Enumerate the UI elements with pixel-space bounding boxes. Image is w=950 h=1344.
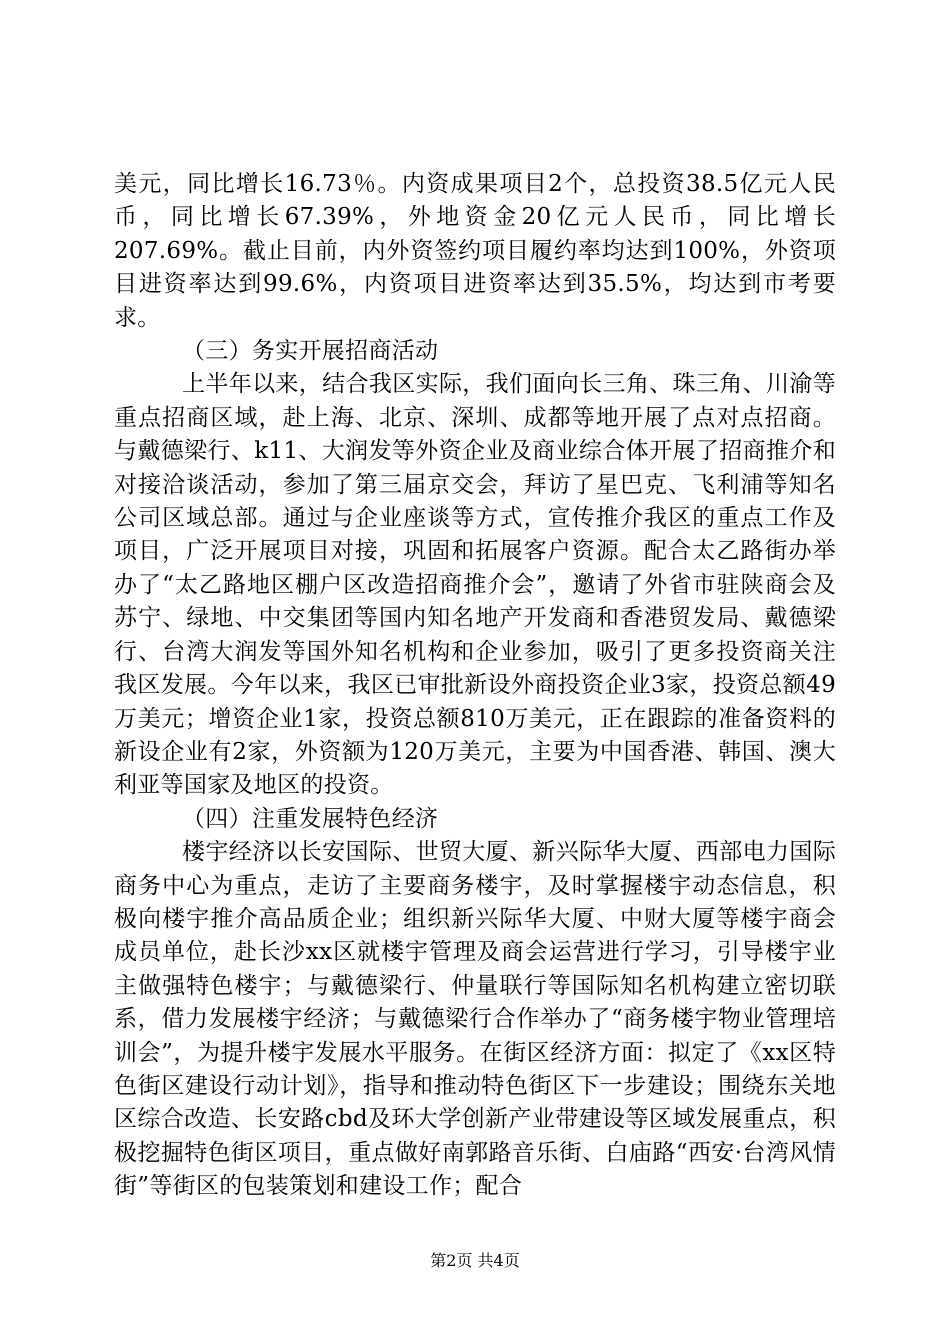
section-heading-investment-activities: （三）务实开展招商活动 — [182, 338, 439, 365]
document-body — [114, 168, 836, 1204]
paragraph-special-economy: 楼宇经济以长安国际、世贸大厦、新兴际华大厦、西部电力国际商务中心为重点，走访了主要商务楼宇，及时掌握楼宇动态信息，积极向楼宇推介高品质企业；组织新兴际华大厦、中财大厦等楼宇商会成员单位，赴长沙xx区就楼宇管理及商会运营进行学习，引导楼宇业主做强特色楼宇；与戴德梁行、仲量联行等国际知名机构建立密切联系，借力发展楼宇经济；与戴德梁行合作举办了“商务楼宇物业管理培训会”，为提升楼宇发展水平服务。在街区经济方面：拟定了《xx区特色街区建设行动计划》，指导和推动特色街区下一步建设；围绕东关地区综合改造、长安路cbd及环大学创新产业带建设等区域发展重点，积极挖掘特色街区项目，重点做好南郭路音乐街、白庙路“西安·台湾风情街”等街区的包装策划和建设工作；配合 — [114, 839, 836, 1200]
paragraph-investment-results: 美元，同比增长16.73％。内资成果项目2个，总投资38.5亿元人民币，同比增长67.39%，外地资金20亿元人民币，同比增长207.69%。截止目前，内外资签约项目履约率均达到100%，外资项目进资率达到99.6%，内资项目进资率达到35.5%，均达到市考要求。 — [114, 171, 836, 331]
paragraph-investment-activities: 上半年以来，结合我区实际，我们面向长三角、珠三角、川渝等重点招商区域，赴上海、北京、深圳、成都等地开展了点对点招商。与戴德梁行、k11、大润发等外资企业及商业综合体开展了招商推介和对接洽谈活动，参加了第三届京交会，拜访了星巴克、飞利浦等知名公司区域总部。通过与企业座谈等方式，宣传推介我区的重点工作及项目，广泛开展项目对接，巩固和拓展客户资源。配合太乙路街办举办了“太乙路地区棚户区改造招商推介会”，邀请了外省市驻陕商会及苏宁、绿地、中交集团等国内知名地产开发商和香港贸发局、戴德梁行、台湾大润发等国外知名机构和企业参加，吸引了更多投资商关注我区发展。今年以来，我区已审批新设外商投资企业3家，投资总额49万美元；增资企业1家，投资总额810万美元，正在跟踪的准备资料的新设企业有2家，外资额为120万美元，主要为中国香港、韩国、澳大利亚等国家及地区的投资。 — [114, 371, 836, 799]
section-heading-special-economy: （四）注重发展特色经济 — [182, 805, 439, 832]
page-number-footer: 第2页 共4页 — [430, 1251, 520, 1270]
